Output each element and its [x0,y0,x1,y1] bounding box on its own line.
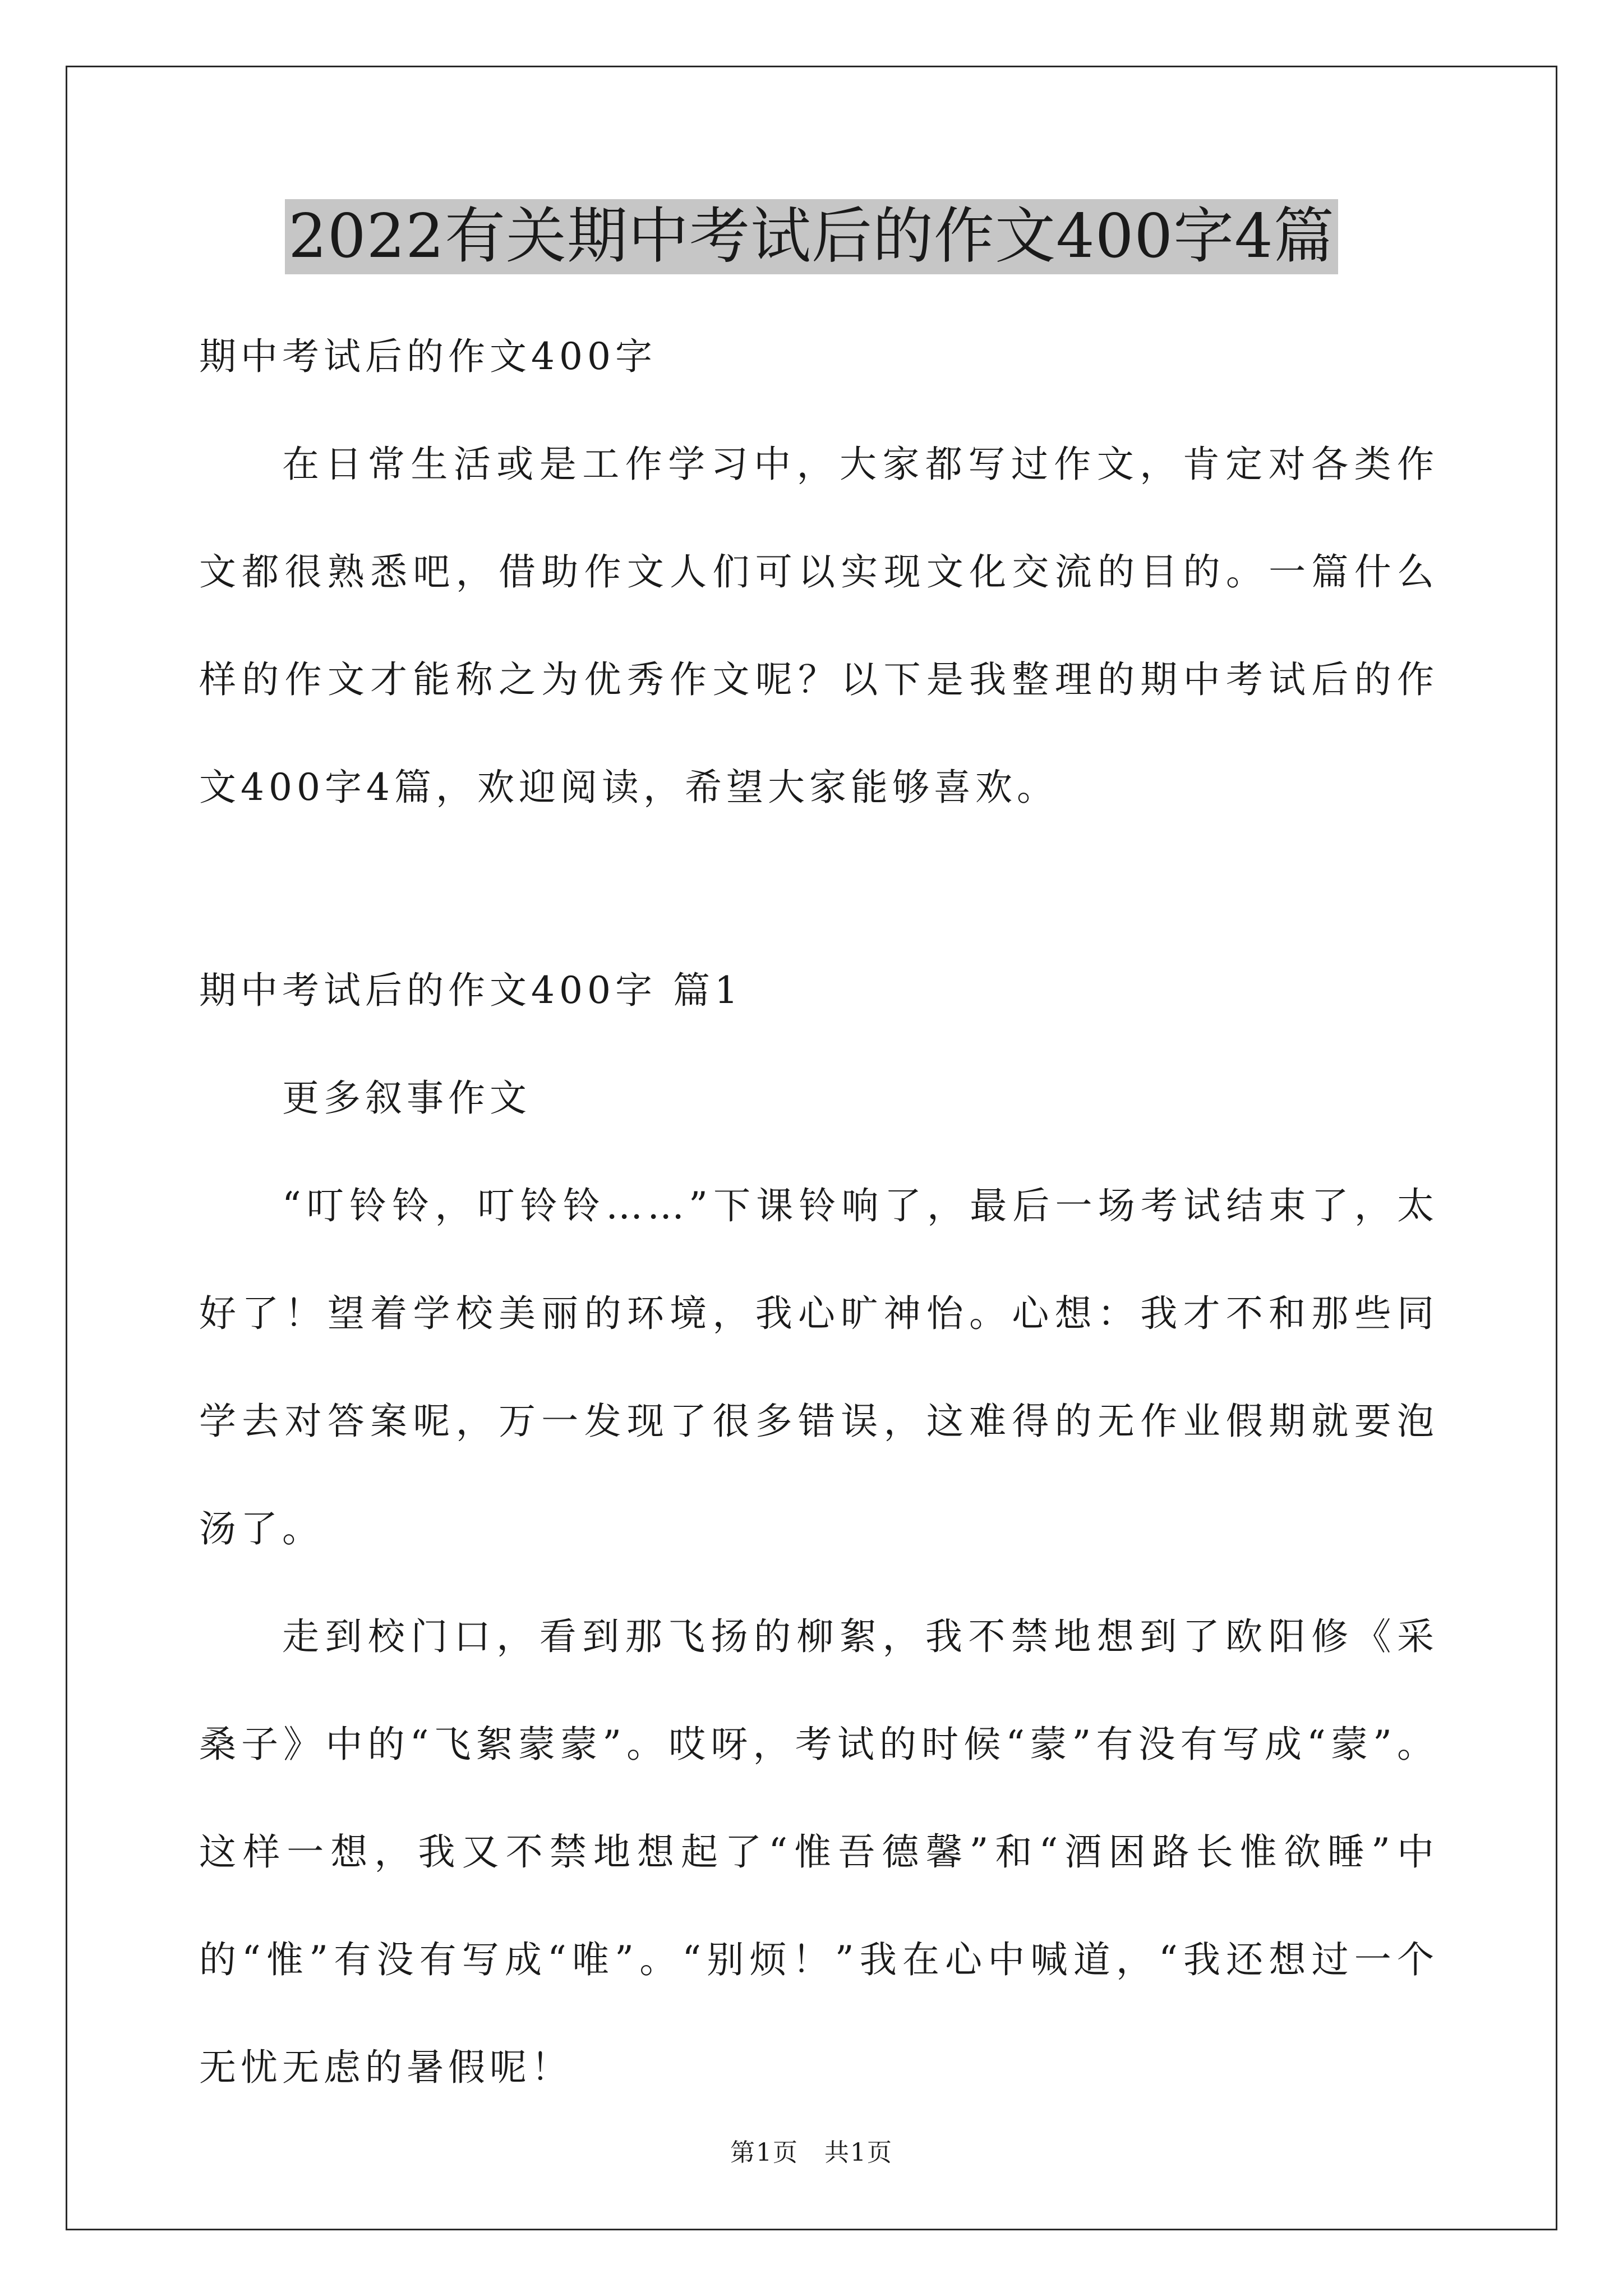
intro-heading: 期中考试后的作文400字 [199,335,657,378]
article-heading: 期中考试后的作文400字 篇1 [199,969,743,1012]
intro-paragraph: 在日常生活或是工作学习中，大家都写过作文，肯定对各类作文都很熟悉吧，借助作文人们可以实现文化交流的目的。一篇什么样的作文才能称之为优秀作文呢？以下是我整理的期中考试后的作文400字4篇，欢迎阅读，希望大家能够喜欢。 [199,443,1438,809]
article-paragraph: “叮铃铃，叮铃铃……”下课铃响了，最后一场考试结束了，太好了！望着学校美丽的环境，我心旷神怡。心想：我才不和那些同学去对答案呢，万一发现了很多错误，这难得的无作业假期就要泡汤了。 [199,1184,1438,1550]
document-title: 2022有关期中考试后的作文400字4篇 [285,199,1338,274]
category-link[interactable]: 更多叙事作文 [282,1076,531,1120]
page-footer: 第1页 共1页 [730,2138,893,2167]
article-paragraph: 走到校门口，看到那飞扬的柳絮，我不禁地想到了欧阳修《采桑子》中的“飞絮蒙蒙”。哎呀，考试的时候“蒙”有没有写成“蒙”。这样一想，我又不禁地想起了“惟吾德馨”和“酒困路长惟欲睡”中的“惟”有没有写成“唯”。“别烦！”我在心中喊道，“我还想过一个无忧无虑的暑假呢！ [199,1615,1438,2089]
title-wrap [0,199,1623,274]
document-body [199,303,1438,2122]
section-gap [199,841,1438,937]
